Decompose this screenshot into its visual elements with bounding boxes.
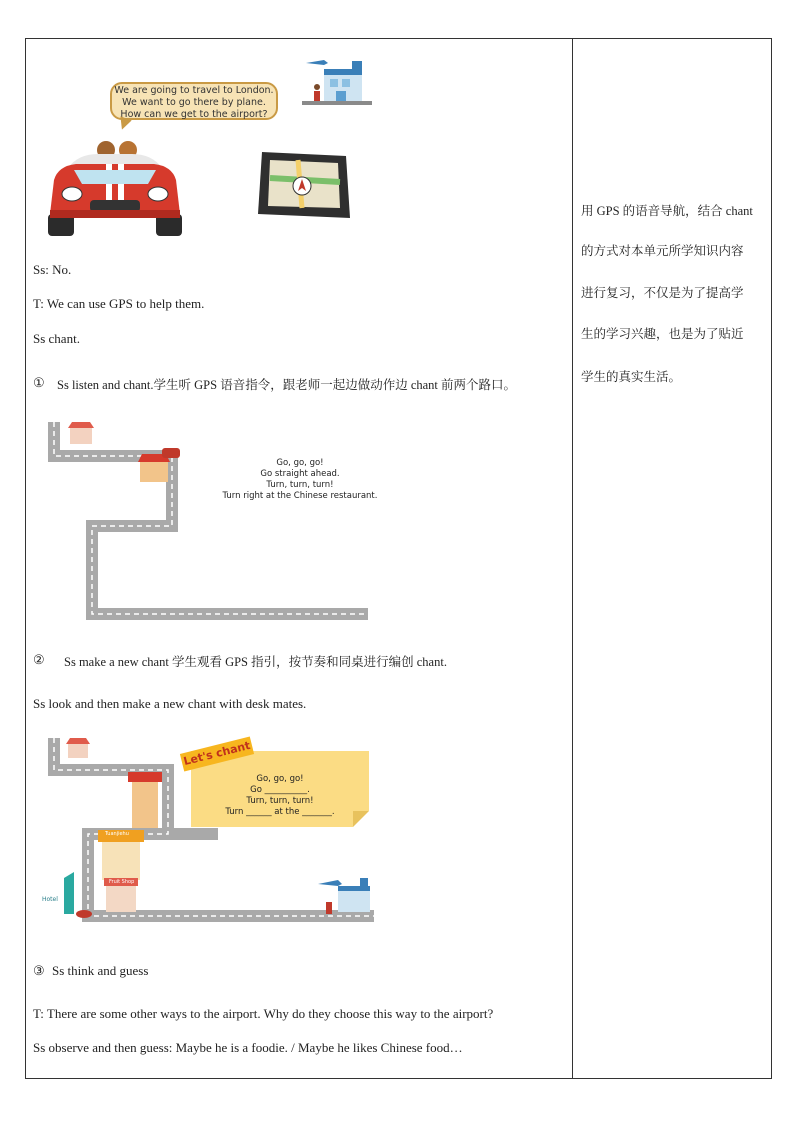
dialogue2-line-2: Ss observe and then guess: Maybe he is a foodie. / Maybe he likes Chinese food… [33,1040,463,1055]
map1-chant [205,458,395,502]
side-note-line: 进行复习，不仅是为了提高学 [581,286,744,300]
dialogue2-line-1: T: There are some other ways to the airport. Why do they choose this way to the airport? [33,1006,494,1021]
step1-text: Ss listen and chant.学生听 GPS 语音指令，跟老师一起边做动作边 chant 前两个路口。 [57,378,517,392]
bubble-line: We are going to travel to London. [114,85,274,96]
shop-label-fruit: Fruit Shop [109,879,135,885]
dialogue-line-3: Ss chant. [33,331,80,346]
bubble-line: We want to go there by plane. [122,97,266,108]
step3-marker: ③ [33,963,45,978]
side-note-line: 的方式对本单元所学知识内容 [581,244,744,258]
column-divider [572,38,573,1079]
shop-label-tuanjiehu: Tuanjiehu [105,831,129,837]
chant-line: Go straight ahead. [260,469,340,479]
hotel-label: Hotel [42,896,58,903]
chant-line: Go __________. [250,785,310,795]
speech-bubble [110,82,278,120]
chant-line: Go, go, go! [256,774,304,784]
side-note-line: 学生的真实生活。 [581,370,682,384]
dialogue-line-1: Ss: No. [33,262,72,277]
step1-marker: ① [33,375,45,390]
route-map-1 [48,422,378,626]
chant-line: Turn right at the Chinese restaurant. [222,491,378,501]
side-note-line: 生的学习兴趣，也是为了贴近 [581,327,744,341]
step2-sub: Ss look and then make a new chant with desk mates. [33,696,307,711]
step2-marker: ② [33,652,45,667]
map2-chant [210,774,350,818]
car-icon [48,140,182,240]
side-note-line: 用 GPS 的语音导航，结合 chant [581,204,753,218]
gps-device-icon [258,148,352,222]
chant-line: Turn, turn, turn! [246,796,314,806]
lets-chant-tag: Let's chant [180,737,254,772]
step2-text: Ss make a new chant 学生观看 GPS 指引，按节奏和同桌进行编创 chant. [64,655,447,669]
airport-icon [302,55,372,107]
step3-text: Ss think and guess [52,963,149,978]
chant-line: Turn, turn, turn! [266,480,334,490]
note-fold [353,811,369,827]
bubble-line: How can we get to the airport? [120,109,268,120]
dialogue-line-2: T: We can use GPS to help them. [33,296,205,311]
chant-line: Turn ______ at the _______. [225,807,335,817]
chant-line: Go, go, go! [276,458,324,468]
